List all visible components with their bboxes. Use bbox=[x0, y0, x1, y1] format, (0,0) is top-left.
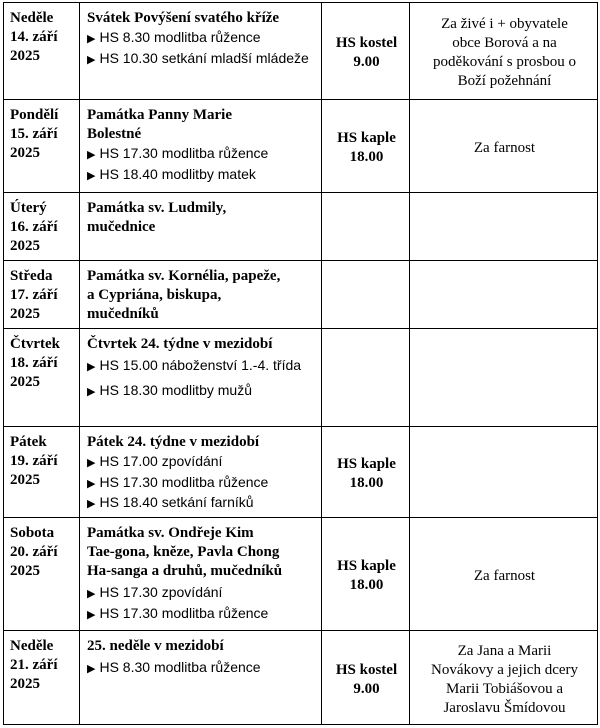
place-cell bbox=[322, 193, 410, 261]
list-item: ▶ HS 18.30 modlitby mužů bbox=[87, 381, 252, 398]
place-cell: HS kaple 18.00 bbox=[322, 100, 410, 193]
day-cell: Neděle 21. září 2025 bbox=[4, 631, 80, 725]
intention-cell bbox=[410, 329, 598, 427]
day-cell: Pátek 19. září 2025 bbox=[4, 427, 80, 518]
table-row bbox=[4, 329, 598, 427]
table-row bbox=[4, 3, 598, 100]
day-cell: Pondělí 15. září 2025 bbox=[4, 100, 80, 193]
event-cell bbox=[80, 3, 322, 100]
event-cell bbox=[80, 427, 322, 518]
day-cell: Neděle 14. září 2025 bbox=[4, 3, 80, 100]
event-cell: Památka sv. Kornélia, papeže, a Cypriána, biskupa, mučedníků bbox=[80, 261, 322, 329]
feast-title: Památka sv. Ludmily, bbox=[87, 200, 227, 216]
place-cell: HS kostel 9.00 bbox=[322, 3, 410, 100]
feast-title: Svátek Povýšení svatého kříže bbox=[87, 10, 280, 26]
list-item: ▶ HS 18.40 setkání farníků bbox=[87, 494, 254, 510]
arrow-right-icon: ▶ bbox=[87, 587, 96, 600]
place-cell bbox=[322, 329, 410, 427]
table-row bbox=[4, 193, 598, 261]
day-cell: Úterý 16. září 2025 bbox=[4, 193, 80, 261]
intention-cell bbox=[410, 261, 598, 329]
intention-cell bbox=[410, 427, 598, 518]
table-row bbox=[4, 427, 598, 518]
list-item: ▶ HS 18.40 modlitby matek bbox=[87, 165, 256, 182]
day-cell: Středa 17. září 2025 bbox=[4, 261, 80, 329]
event-cell: Památka Panny Marie Bolestné ▶ HS 17.30 modlitba růžence ▶ HS 18.40 modlitby matek bbox=[80, 100, 322, 193]
arrow-right-icon: ▶ bbox=[87, 148, 96, 161]
feast-title: Památka Panny Marie bbox=[87, 107, 232, 123]
event-cell bbox=[80, 329, 322, 427]
arrow-right-icon: ▶ bbox=[87, 52, 96, 66]
table-row bbox=[4, 261, 598, 329]
feast-title: Památka sv. Kornélia, papeže, bbox=[87, 268, 281, 284]
arrow-right-icon: ▶ bbox=[87, 32, 96, 45]
liturgical-schedule-table bbox=[3, 2, 598, 725]
arrow-right-icon: ▶ bbox=[87, 384, 96, 398]
list-item: ▶ HS 17.00 zpovídání bbox=[87, 453, 223, 469]
list-item: ▶ HS 8.30 modlitba růžence bbox=[87, 29, 261, 45]
table-row bbox=[4, 631, 598, 725]
place-cell: HS kaple 18.00 bbox=[322, 518, 410, 631]
list-item: ▶ HS 10.30 setkání mladší mládeže bbox=[87, 49, 309, 66]
list-item: ▶ HS 17.30 zpovídání bbox=[87, 584, 223, 600]
event-cell: Památka sv. Ondřeje Kim Tae-gona, kněze, Pavla Chong Ha-sanga a druhů, mučedníků ▶ HS 17.30 zpovídání ▶ HS 17.30 modlitba růžence bbox=[80, 518, 322, 631]
arrow-right-icon: ▶ bbox=[87, 497, 96, 510]
arrow-right-icon: ▶ bbox=[87, 476, 96, 490]
event-cell bbox=[80, 631, 322, 725]
arrow-right-icon: ▶ bbox=[87, 456, 96, 469]
place-cell: HS kaple 18.00 bbox=[322, 427, 410, 518]
intention-cell: Za Jana a Marii Novákovy a jejich dcery Marii Tobiášovou a Jaroslavu Šmídovou bbox=[410, 631, 598, 725]
feast-title: 25. neděle v mezidobí bbox=[87, 638, 224, 654]
table-row bbox=[4, 518, 598, 631]
day-cell: Sobota 20. září 2025 bbox=[4, 518, 80, 631]
intention-cell: Za živé i + obyvatele obce Borová a na poděkování s prosbou o Boží požehnání bbox=[410, 3, 598, 100]
intention-cell bbox=[410, 193, 598, 261]
list-item: ▶ HS 17.30 modlitba růžence bbox=[87, 145, 269, 161]
feast-title: Čtvrtek 24. týdne v mezidobí bbox=[87, 336, 273, 352]
table-row bbox=[4, 100, 598, 193]
feast-title: Památka sv. Ondřeje Kim bbox=[87, 525, 254, 541]
list-item: ▶ HS 17.30 modlitba růžence bbox=[87, 473, 269, 490]
list-item: ▶ HS 15.00 náboženství 1.-4. třída bbox=[87, 357, 302, 373]
arrow-right-icon: ▶ bbox=[87, 360, 96, 373]
arrow-right-icon: ▶ bbox=[87, 662, 96, 675]
place-cell: HS kostel 9.00 bbox=[322, 631, 410, 725]
place-cell bbox=[322, 261, 410, 329]
day-cell: Čtvrtek 18. září 2025 bbox=[4, 329, 80, 427]
intention-cell: Za farnost bbox=[410, 100, 598, 193]
arrow-right-icon: ▶ bbox=[87, 607, 96, 621]
intention-cell: Za farnost bbox=[410, 518, 598, 631]
list-item: ▶ HS 17.30 modlitba růžence bbox=[87, 604, 269, 621]
event-cell: Památka sv. Ludmily, mučednice bbox=[80, 193, 322, 261]
arrow-right-icon: ▶ bbox=[87, 168, 96, 182]
feast-title: Pátek 24. týdne v mezidobí bbox=[87, 434, 260, 450]
list-item: ▶ HS 8.30 modlitba růžence bbox=[87, 659, 261, 675]
